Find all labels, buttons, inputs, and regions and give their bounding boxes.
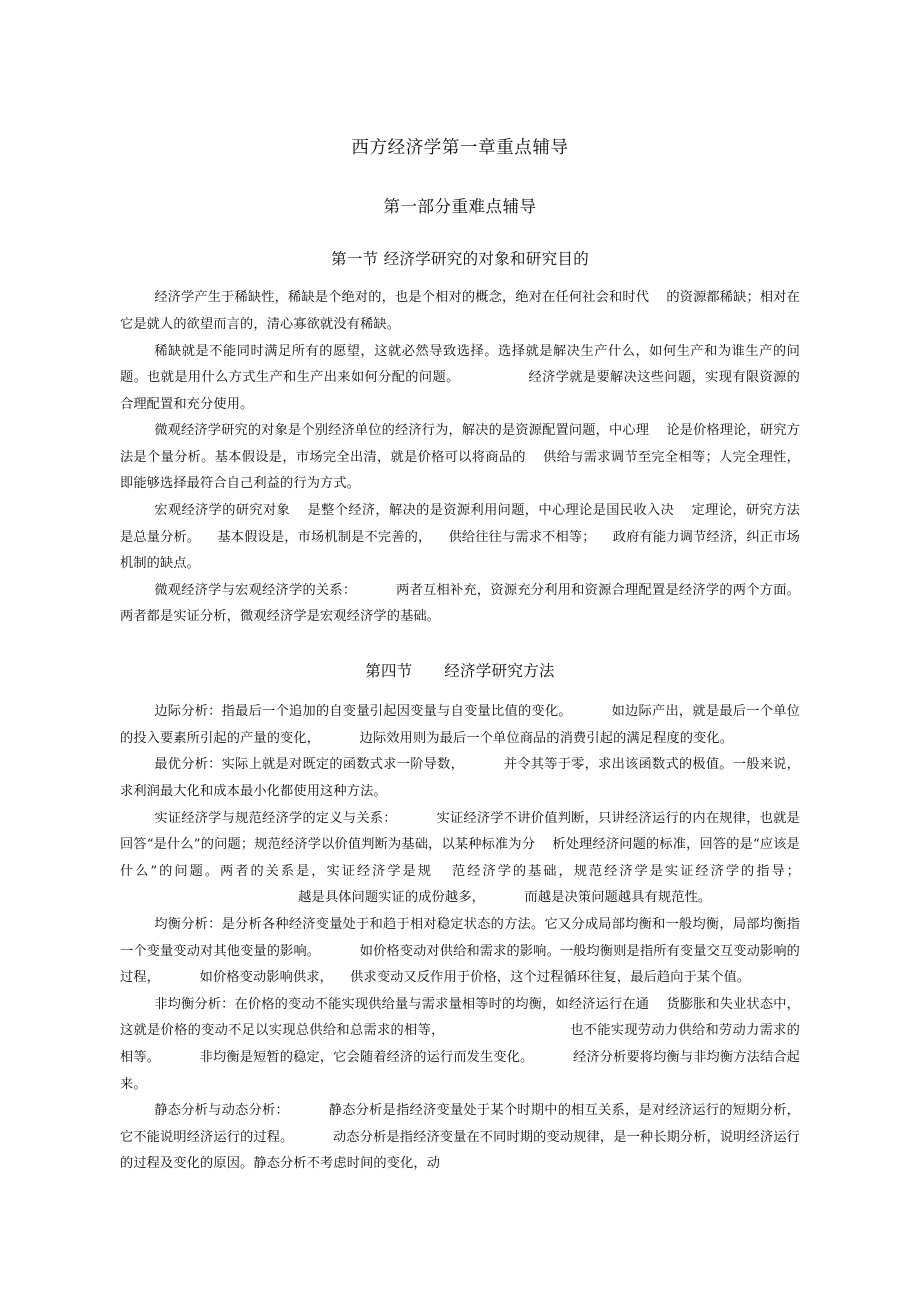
- paragraph: 均衡分析：是分析各种经济变量处于和趋于相对稳定状态的方法。它又分成局部均衡和一般均衡，局部均衡指一个变量变动对其他变量的影响。 如价格变动对供给和需求的影响。一般均衡则是指所有变量交互变动影响的过程， 如价格变动影响供求， 供求变动又反作用于价格，这个过程循环往复，最后趋向于某个值。: [120, 916, 800, 986]
- paragraph: 边际分析：指最后一个追加的自变量引起因变量与自变量比值的变化。 如边际产出，就是最后一个单位的投入要素所引起的产量的变化， 边际效用则为最后一个单位商品的消费引起的满足程度的变化。: [120, 704, 800, 746]
- section-4-body: [120, 683, 800, 1178]
- section-1-body: [120, 269, 800, 631]
- paragraph: 最优分析：实际上就是对既定的函数式求一阶导数， 并令其等于零，求出该函数式的极值。一般来说，求利润最大化和成本最小化都使用这种方法。: [120, 757, 800, 799]
- paragraph: 非均衡分析：在价格的变动不能实现供给量与需求量相等时的均衡，如经济运行在通 货膨胀和失业状态中，这就是价格的变动不足以实现总供给和总需求的相等， 也不能实现劳动力供给和劳动力需求的相等。 非均衡是短暂的稳定，它会随着经济的运行而发生变化。 经济分析要将均衡与非均衡方法结合起来。: [120, 996, 801, 1092]
- paragraph: 实证经济学与规范经济学的定义与关系： 实证经济学不讲价值判断，只讲经济运行的内在规律，也就是回答“是什么”的问题；规范经济学以价值判断为基础，以某种标准为分 析处理经济问题的标准，回答的是“应该是什么”的问题。两者的关系是，实证经济学是规 范经济学的基础，规范经济学是实证经济学的指导；越是具体问题实证的成份越多， 而越是决策问题越具有规范性。: [120, 810, 801, 906]
- paragraph: 经济学产生于稀缺性，稀缺是个绝对的，也是个相对的概念，绝对在任何社会和时代 的资源都稀缺；相对在它是就人的欲望而言的，清心寡欲就没有稀缺。: [120, 290, 801, 332]
- document-subtitle: 第一部分重难点辅导: [383, 196, 537, 216]
- paragraph: 微观经济学研究的对象是个别经济单位的经济行为，解决的是资源配置问题，中心理 论是价格理论，研究方法是个量分析。基本假设是，市场完全出清，就是价格可以将商品的 供给与需求调节至完全相等；人完全理性，即能够选择最符合自己利益的行为方式。: [120, 423, 801, 492]
- section-heading-4: 第四节 经济学研究方法: [365, 662, 555, 681]
- paragraph: 微观经济学与宏观经济学的关系： 两者互相补充，资源充分利用和资源合理配置是经济学的两个方面。两者都是实证分析，微观经济学是宏观经济学的基础。: [120, 582, 800, 625]
- document-content: [120, 0, 800, 1178]
- paragraph: 静态分析与动态分析： 静态分析是指经济变量处于某个时期中的相互关系，是对经济运行的短期分析，它不能说明经济运行的过程。 动态分析是指经济变量在不同时期的变动规律，是一种长期分析，说明经济运行的过程及变化的原因。静态分析不考虑时间的变化，动: [120, 1103, 801, 1172]
- paragraph: 宏观经济学的研究对象 是整个经济，解决的是资源利用问题，中心理论是国民收入决 定理论，研究方法是总量分析。 基本假设是，市场机制是不完善的， 供给往往与需求不相等； 政府有能力调节经济，纠正市场机制的缺点。: [120, 503, 801, 572]
- section-heading-1: 第一节 经济学研究的对象和研究目的: [330, 250, 590, 269]
- paragraph: 稀缺就是不能同时满足所有的愿望，这就必然导致选择。选择就是解决生产什么，如何生产和为谁生产的问题。也就是用什么方式生产和生产出来如何分配的问题。 经济学就是要解决这些问题，实现有限资源的合理配置和充分使用。: [120, 343, 801, 412]
- page-title: 西方经济学第一章重点辅导: [351, 138, 569, 158]
